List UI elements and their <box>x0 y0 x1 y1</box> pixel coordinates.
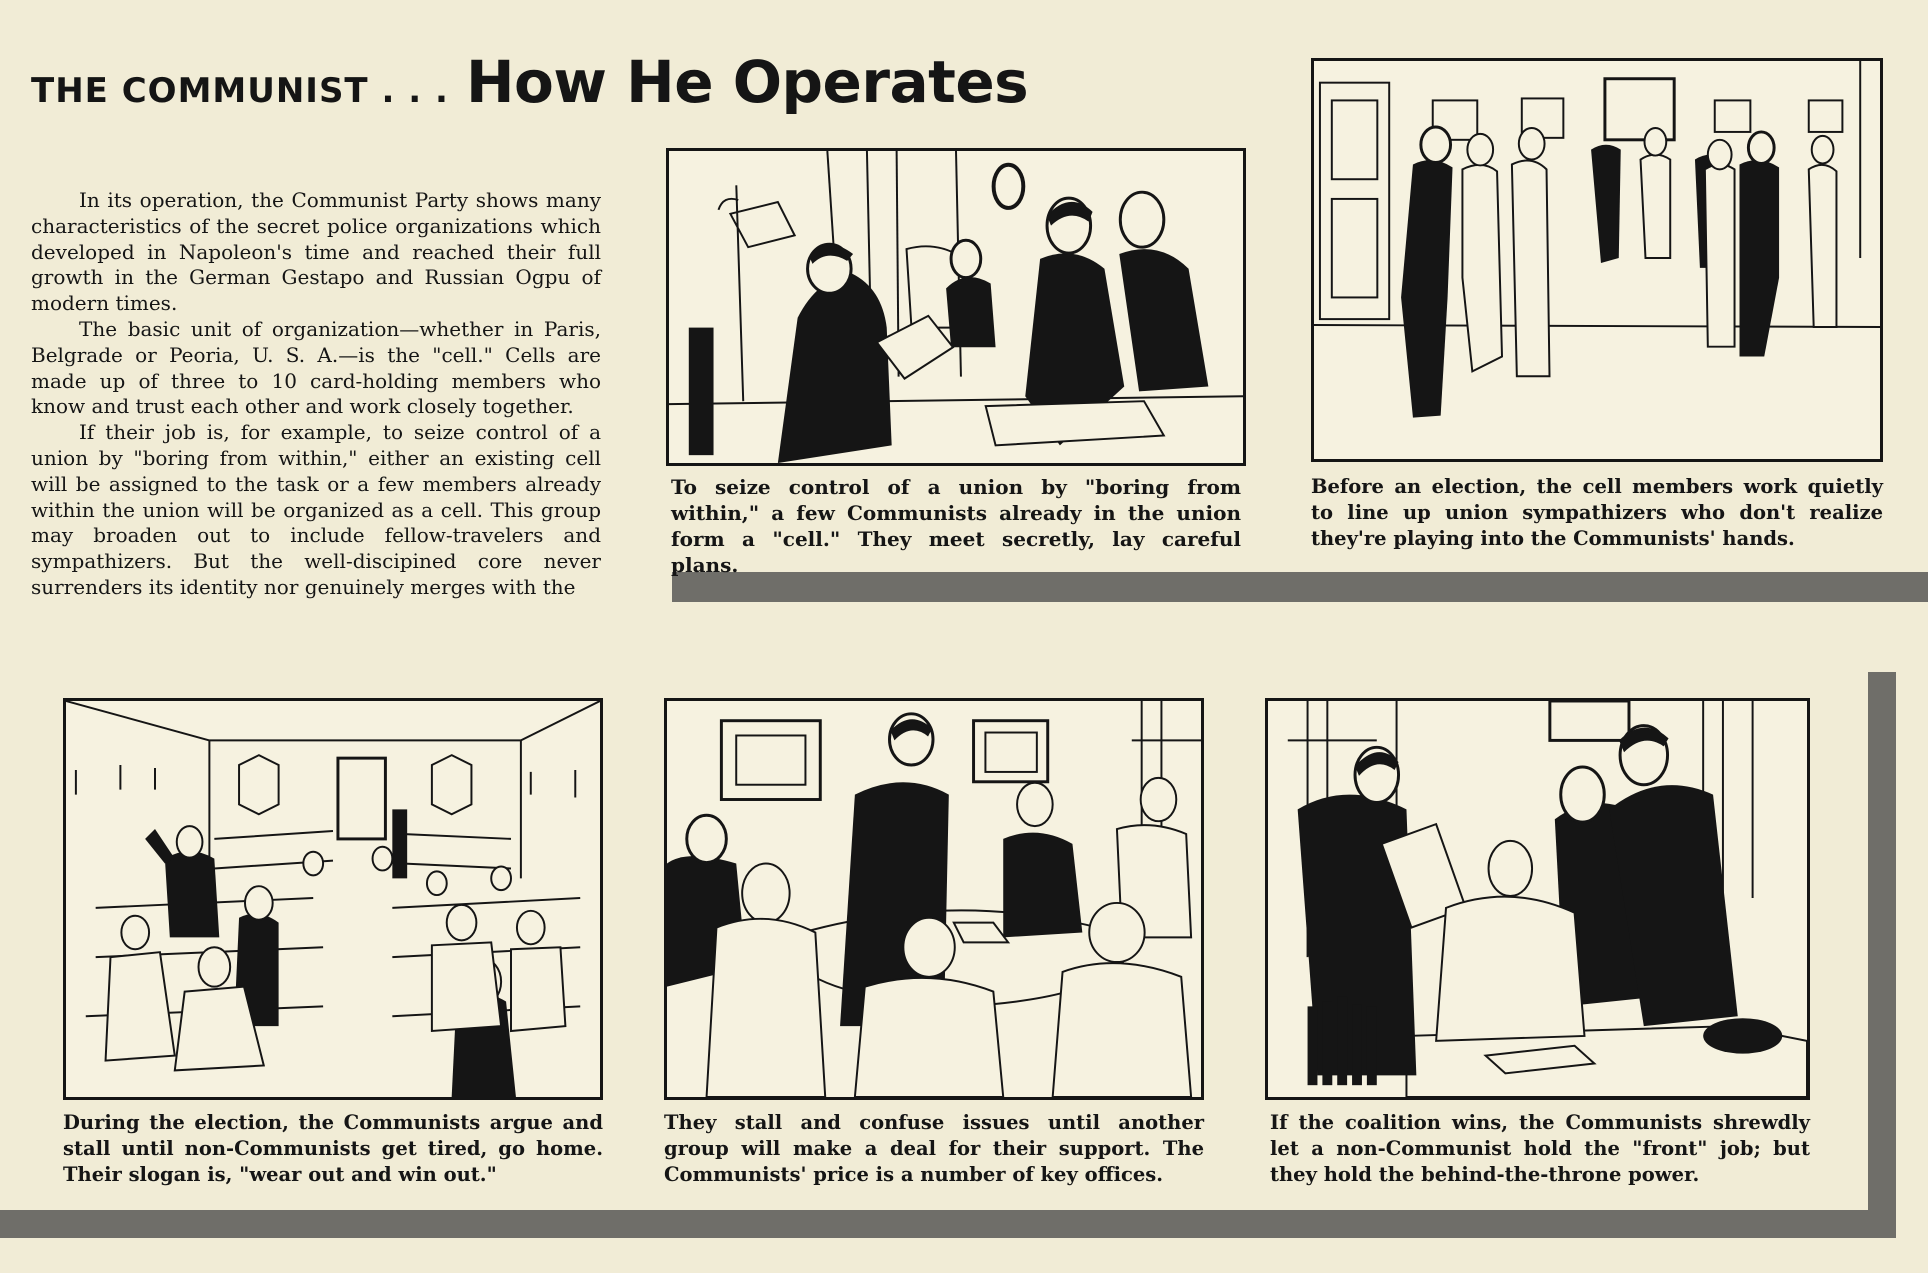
illustration-panel-lining-up-sympathizers <box>1311 58 1883 462</box>
panel-2-caption: Before an election, the cell members work quietly to line up union sympathizers who don't realize they're playing into the Communists' hands. <box>1311 475 1883 550</box>
panel-1-caption: To seize control of a union by "boring from within," a few Communists already in the union form a "cell." They meet secretly, lay careful plans. <box>671 475 1241 577</box>
body-paragraph: If their job is, for example, to seize control of a union by "boring from within," either an existing cell will be assigned to the task or a few members already within the union will be organized as a cell. This group may broaden out to include fellow-travelers and sympathizers. But the well-discipined core never surrenders its identity nor genuinely merges with the <box>31 420 601 599</box>
illustration-panel-behind-the-throne <box>1265 698 1810 1100</box>
illustration-panel-cell-meeting <box>666 148 1246 466</box>
body-text-column <box>31 188 601 601</box>
illustration-panel-bargaining-table <box>664 698 1204 1100</box>
panel-3-caption: During the election, the Communists argue and stall until non-Communists get tired, go home. Their slogan is, "wear out and win out." <box>63 1111 603 1186</box>
headline-prefix: THE COMMUNIST . . . <box>31 71 449 111</box>
panel-4-caption: They stall and confuse issues until another group will make a deal for their support. The Communists' price is a number of key offices. <box>664 1111 1204 1186</box>
illustration-panel-election-hall <box>63 698 603 1100</box>
panel-5-caption: If the coalition wins, the Communists shrewdly let a non-Communist hold the "front" job; but they hold the behind-the-throne power. <box>1270 1111 1810 1186</box>
body-paragraph: The basic unit of organization—whether in Paris, Belgrade or Peoria, U. S. A.—is the "cell." Cells are made up of three to 10 card-holding members who know and trust each other and work closely together. <box>31 316 601 419</box>
headline <box>31 48 1028 116</box>
divider-rule <box>0 1210 1896 1238</box>
divider-rule <box>1868 672 1896 1232</box>
body-paragraph: In its operation, the Communist Party shows many characteristics of the secret police organizations which developed in Napoleon's time and reached their full growth in the German Gestapo and Russian Ogpu of modern times. <box>31 188 601 316</box>
headline-main: How He Operates <box>465 48 1029 116</box>
